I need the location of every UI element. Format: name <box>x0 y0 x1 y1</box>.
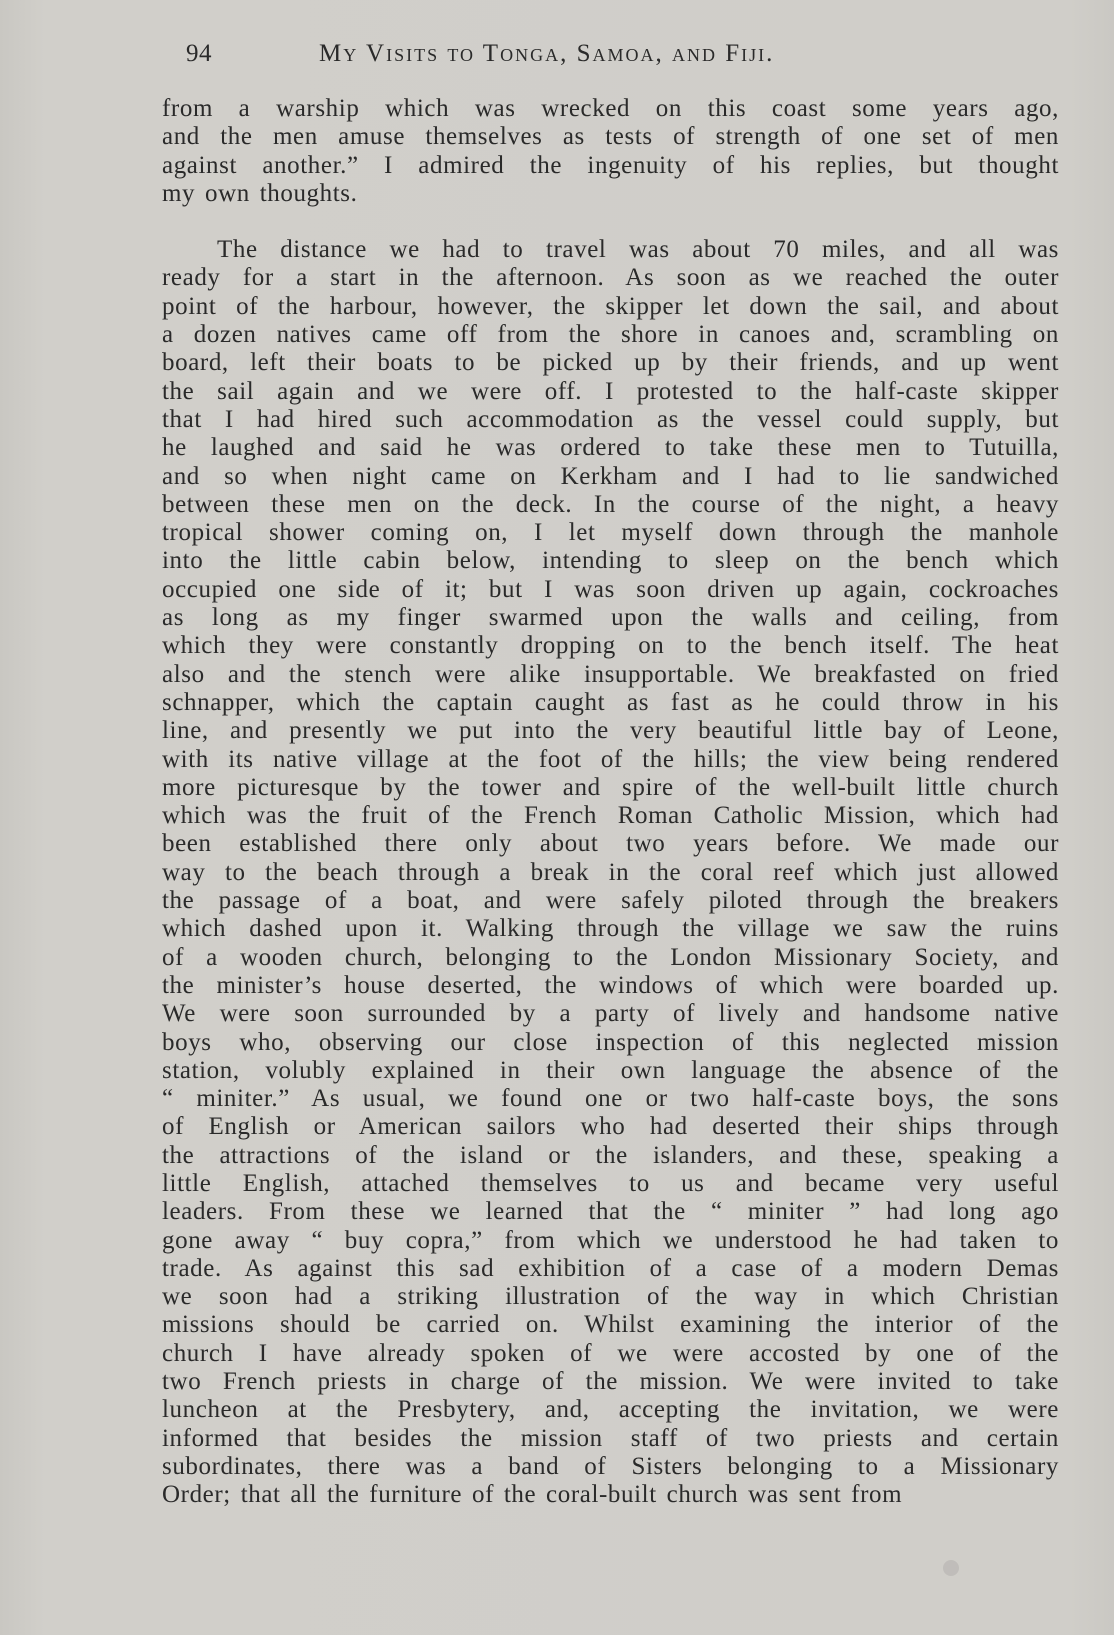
text-line: the minister’s house deserted, the windows of which were boarded up. <box>162 971 1059 999</box>
text-line: two French priests in charge of the mission. We were invited to take <box>162 1368 1059 1396</box>
text-line: my own thoughts. <box>162 179 358 207</box>
text-line: which was the fruit of the French Roman Catholic Mission, which had <box>162 802 1059 830</box>
text-line: the sail again and we were off. I protested to the half-caste skipper <box>162 377 1059 405</box>
text-line: between these men on the deck. In the course of the night, a heavy <box>162 490 1059 518</box>
text-line: against another.” I admired the ingenuity of his replies, but thought <box>162 151 1059 179</box>
body-text <box>162 95 1059 1510</box>
text-line: been established there only about two years before. We made our <box>162 830 1059 858</box>
text-line: with its native village at the foot of the hills; the view being rendered <box>162 745 1059 773</box>
text-line: a dozen natives came off from the shore in canoes and, scrambling on <box>162 321 1059 349</box>
text-line: gone away “ buy copra,” from which we understood he had taken to <box>162 1226 1059 1254</box>
text-line: line, and presently we put into the very beautiful little bay of Leone, <box>162 717 1059 745</box>
text-line: we soon had a striking illustration of the way in which Christian <box>162 1283 1059 1311</box>
text-line: of English or American sailors who had deserted their ships through <box>162 1113 1059 1141</box>
text-line: boys who, observing our close inspection of this neglected mission <box>162 1028 1059 1056</box>
text-line: he laughed and said he was ordered to take these men to Tutuilla, <box>162 434 1059 462</box>
text-line: “ miniter.” As usual, we found one or two half-caste boys, the sons <box>162 1085 1059 1113</box>
text-line: schnapper, which the captain caught as fast as he could throw in his <box>162 688 1059 716</box>
text-line: subordinates, there was a band of Sisters belonging to a Missionary <box>162 1452 1059 1480</box>
ink-smudge <box>943 1560 959 1576</box>
text-line: occupied one side of it; but I was soon driven up again, cockroaches <box>162 575 1059 603</box>
text-line: station, volubly explained in their own language the absence of the <box>162 1056 1059 1084</box>
text-line: little English, attached themselves to us and became very useful <box>162 1169 1059 1197</box>
text-line: and so when night came on Kerkham and I had to lie sandwiched <box>162 462 1059 490</box>
text-line: missions should be carried on. Whilst examining the interior of the <box>162 1311 1059 1339</box>
text-line: that I had hired such accommodation as the vessel could supply, but <box>162 405 1059 433</box>
text-line: which they were constantly dropping on to the bench itself. The heat <box>162 632 1059 660</box>
text-line: ready for a start in the afternoon. As soon as we reached the outer <box>162 264 1059 292</box>
text-line: and the men amuse themselves as tests of strength of one set of men <box>162 123 1059 151</box>
page-number: 94 <box>186 40 212 67</box>
paragraph <box>162 95 1059 208</box>
text-line: board, left their boats to be picked up by their friends, and up went <box>162 349 1059 377</box>
text-line: leaders. From these we learned that the “ miniter ” had long ago <box>162 1198 1059 1226</box>
text-line: The distance we had to travel was about 70 miles, and all was <box>217 236 1059 264</box>
text-line: tropical shower coming on, I let myself down through the manhole <box>162 519 1059 547</box>
page-header <box>162 38 1062 78</box>
text-line: informed that besides the mission staff of two priests and certain <box>162 1424 1059 1452</box>
text-line: luncheon at the Presbytery, and, accepting the invitation, we were <box>162 1396 1059 1424</box>
running-head: My Visits to Tonga, Samoa, and Fiji. <box>319 40 775 67</box>
text-line: the attractions of the island or the islanders, and these, speaking a <box>162 1141 1059 1169</box>
text-line: Order; that all the furniture of the coral-built church was sent from <box>162 1481 903 1509</box>
text-line: into the little cabin below, intending to sleep on the bench which <box>162 547 1059 575</box>
text-line: from a warship which was wrecked on this coast some years ago, <box>162 95 1059 122</box>
text-line: also and the stench were alike insupportable. We breakfasted on fried <box>162 660 1059 688</box>
text-line: the passage of a boat, and were safely piloted through the breakers <box>162 887 1059 915</box>
text-line: of a wooden church, belonging to the London Missionary Society, and <box>162 943 1059 971</box>
text-line: We were soon surrounded by a party of lively and handsome native <box>162 1000 1059 1028</box>
text-line: more picturesque by the tower and spire of the well-built little church <box>162 773 1059 801</box>
text-line: church I have already spoken of we were accosted by one of the <box>162 1339 1059 1367</box>
text-line: trade. As against this sad exhibition of a case of a modern Demas <box>162 1254 1059 1282</box>
text-line: point of the harbour, however, the skipper let down the sail, and about <box>162 292 1059 320</box>
text-line: which dashed upon it. Walking through the village we saw the ruins <box>162 915 1059 943</box>
text-line: as long as my finger swarmed upon the walls and ceiling, from <box>162 604 1059 632</box>
paragraph <box>162 236 1059 1509</box>
text-line: way to the beach through a break in the coral reef which just allowed <box>162 858 1059 886</box>
